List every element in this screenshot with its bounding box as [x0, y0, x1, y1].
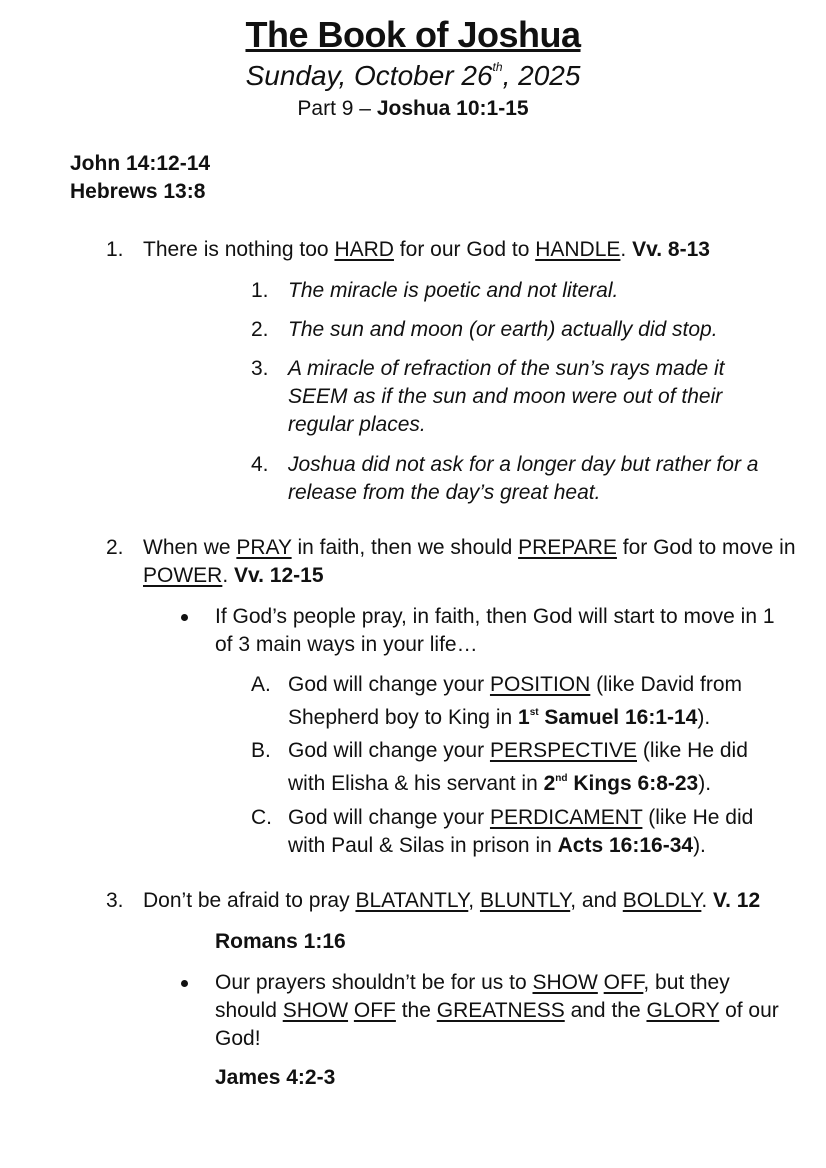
point-number: 1. — [106, 238, 124, 261]
reference-john: John 14:12-14 — [70, 152, 211, 175]
point-2-text: When we PRAY in faith, then we should PREPARE for God to move in — [143, 536, 796, 559]
sub-text: SEEM as if the sun and moon were out of their — [288, 385, 723, 408]
bullet-dot — [181, 980, 188, 987]
item-text: God will change your PERSPECTIVE (like He did — [288, 739, 748, 762]
sub-text: Joshua did not ask for a longer day but rather for a — [288, 453, 759, 476]
bullet-text: should SHOW OFF the GREATNESS and the GLORY of our — [215, 999, 779, 1022]
item-text: God will change your POSITION (like David from — [288, 673, 743, 696]
sermon-date: Sunday, October 26th, 2025 — [245, 60, 581, 91]
page-title: The Book of Joshua — [245, 14, 581, 55]
item-text: Shepherd boy to King in 1st Samuel 16:1-14). — [288, 706, 711, 729]
part-subtitle: Part 9 – Joshua 10:1-15 — [297, 97, 529, 120]
sub-text: regular places. — [288, 413, 426, 436]
reference-james: James 4:2-3 — [215, 1066, 336, 1089]
sub-text: A miracle of refraction of the sun’s rays made it — [288, 357, 725, 380]
bullet-text: Our prayers shouldn’t be for us to SHOW OFF, but they — [215, 971, 730, 994]
item-text: with Elisha & his servant in 2nd Kings 6:8-23). — [288, 772, 712, 795]
sub-text: release from the day’s great heat. — [288, 481, 601, 504]
item-text: God will change your PERDICAMENT (like He did — [288, 806, 754, 829]
bullet-text: God! — [215, 1027, 261, 1050]
item-letter: A. — [251, 673, 271, 696]
bullet-text: If God’s people pray, in faith, then God will start to move in 1 — [215, 605, 775, 628]
item-text: with Paul & Silas in prison in Acts 16:16-34). — [288, 834, 706, 857]
point-number: 2. — [106, 536, 124, 559]
sub-text: The miracle is poetic and not literal. — [288, 279, 619, 302]
item-letter: B. — [251, 739, 271, 762]
sub-number: 3. — [251, 357, 269, 380]
point-3-text: Don’t be afraid to pray BLATANTLY, BLUNTLY, and BOLDLY. V. 12 — [143, 889, 761, 912]
bullet-dot — [181, 614, 188, 621]
sub-number: 2. — [251, 318, 269, 341]
point-2-text: POWER. Vv. 12-15 — [143, 564, 324, 587]
point-number: 3. — [106, 889, 124, 912]
reference-romans: Romans 1:16 — [215, 930, 346, 953]
bullet-text: of 3 main ways in your life… — [215, 633, 478, 656]
sub-number: 4. — [251, 453, 269, 476]
reference-hebrews: Hebrews 13:8 — [70, 180, 206, 203]
point-1-text: There is nothing too HARD for our God to HANDLE. Vv. 8-13 — [143, 238, 710, 261]
item-letter: C. — [251, 806, 272, 829]
sub-text: The sun and moon (or earth) actually did stop. — [288, 318, 718, 341]
sub-number: 1. — [251, 279, 269, 302]
